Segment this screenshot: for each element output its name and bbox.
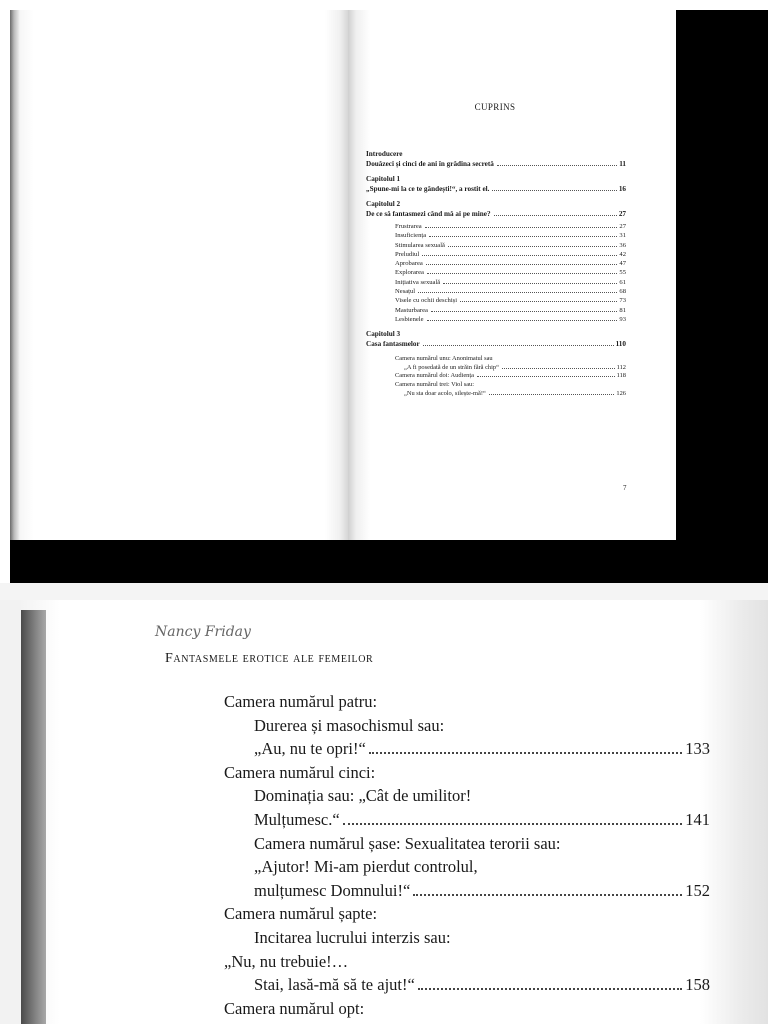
toc-subentry: Frustrarea 27 <box>395 223 626 230</box>
toc-line: „Ajutor! Mi-am pierdut controlul, <box>254 857 478 877</box>
toc-entry: Casa fantasmelor 110 <box>366 339 626 348</box>
book-spine-shadow <box>21 610 46 1024</box>
toc-chapter-heading: Capitolul 1 <box>366 175 401 183</box>
contents-title: CUPRINS <box>474 102 516 112</box>
toc-line: Camera numărul opt: <box>224 998 365 1018</box>
running-head: Fantasmele erotice ale femeilor <box>165 651 374 666</box>
toc-entry: De ce să fantasmezi când mă ai pe mine? 27 <box>366 209 626 218</box>
toc-line: Mulțumesc.“ 141 <box>254 809 710 829</box>
toc-line: Camera numărul șase: Sexualitatea terorii sau: <box>254 833 561 853</box>
toc-line: „Nu, nu trebuie!… <box>224 951 349 971</box>
author-signature: Nancy Friday <box>155 624 251 640</box>
toc-subentry: Inițiativa sexuală 61 <box>395 278 626 286</box>
toc-line: Camera numărul patru: <box>224 692 378 711</box>
toc-subentry: Nesațul 68 <box>395 288 626 296</box>
toc-line: Dominația sau: „Cât de umilitor! <box>254 786 472 806</box>
toc-line: Durerea și masochismul sau: <box>254 715 445 735</box>
toc-subentry: Insuficiența 31 <box>395 232 626 240</box>
toc-subentry: Stimularea sexuală 36 <box>395 241 626 249</box>
table-of-contents-continued <box>224 690 710 1020</box>
toc-chapter-heading: Capitolul 2 <box>366 200 401 208</box>
toc-subentry: Lesbienele 93 <box>395 315 626 323</box>
toc-subentry: Aprobarea 47 <box>395 260 626 268</box>
toc-subentry: Explorarea 55 <box>395 269 626 277</box>
toc-line: „Au, nu te opri!“ 133 <box>254 739 710 759</box>
toc-line: Camera numărul șapte: <box>224 904 378 924</box>
toc-subentry: Camera numărul doi: Audiența 118 <box>395 372 626 380</box>
toc-entry: Introducere <box>366 150 403 158</box>
toc-line: Camera numărul cinci: <box>224 762 376 782</box>
toc-line: Stai, lasă-mă să te ajut!“ 158 <box>254 975 710 995</box>
toc-entry: Douăzeci și cinci de ani în grădina secretă 11 <box>366 159 626 168</box>
blank-left-page <box>10 10 348 540</box>
scan-border-bottom <box>10 540 768 583</box>
toc-line: mulțumesc Domnului!“ 152 <box>254 880 710 900</box>
toc-subentry: Masturbarea 81 <box>395 306 626 314</box>
toc-chapter-heading: Capitolul 3 <box>366 330 401 339</box>
toc-line: Incitarea lucrului interzis sau: <box>254 927 451 947</box>
toc-entry: „Spune-mi la ce te gândești!“, a rostit el. 16 <box>366 184 626 193</box>
scan-border-right <box>676 10 768 540</box>
toc-subentry: Visele cu ochii deschiși 73 <box>395 297 626 305</box>
table-of-contents <box>366 150 626 398</box>
toc-subentry: Camera numărul unu: Anonimatul sau <box>395 355 493 363</box>
page-number: 7 <box>623 484 627 492</box>
toc-subentry: Camera numărul trei: Viol sau: <box>395 381 475 389</box>
toc-subentry: Preludiul 42 <box>395 250 626 258</box>
toc-subentry: „A fi posedată de un străin fără chip“ 112 <box>404 363 626 371</box>
toc-subentry: „Nu sta doar acolo, silește-mă!“ 126 <box>404 389 626 397</box>
